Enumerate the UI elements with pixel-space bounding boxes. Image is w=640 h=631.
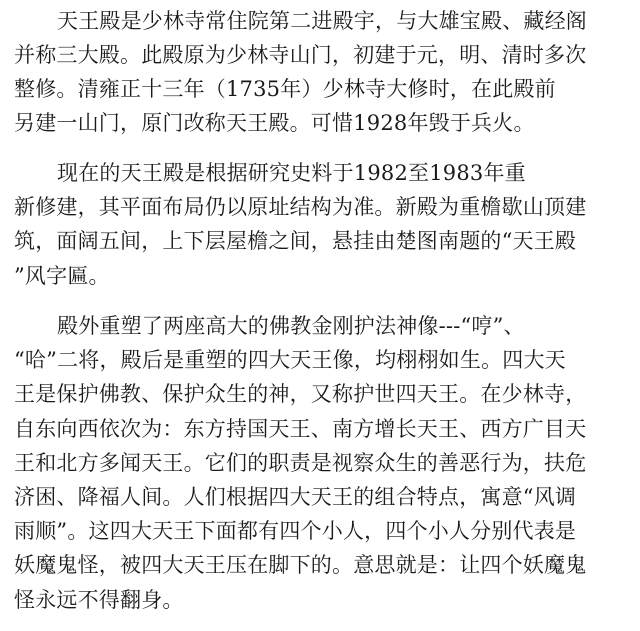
paragraph-3-line-9: 怪永远不得翻身。 [14, 588, 184, 612]
paragraph-3-line-4: 自东向西依次为：东方持国天王、南方增长天王、西方广目天 [14, 417, 587, 441]
paragraph-1-line-2: 并称三大殿。此殿原为少林寺山门，初建于元，明、清时多次 [14, 43, 587, 67]
paragraph-2-line-4: ”风字匾。 [14, 264, 110, 288]
paragraph-3-line-6: 济困、降福人间。人们根据四大天王的组合特点，寓意“风调 [14, 485, 577, 509]
paragraph-3-line-5: 王和北方多闻天王。它们的职责是视察众生的善恶行为，扶危 [14, 451, 587, 475]
paragraph-1-line-4: 另建一山门，原门改称天王殿。可惜1928年毁于兵火。 [14, 111, 535, 135]
paragraph-2-line-2: 新修建，其平面布局仍以原址结构为准。新殿为重檐歇山顶建 [14, 195, 587, 219]
paragraph-3-line-2: “哈”二将，殿后是重塑的四大天王像，均栩栩如生。四大天 [14, 348, 566, 372]
paragraph-3-line-8: 妖魔鬼怪，被四大天王压在脚下的。意思就是：让四个妖魔鬼 [14, 553, 587, 577]
paragraph-1-line-1: 天王殿是少林寺常住院第二进殿宇，与大雄宝殿、藏经阁 [57, 9, 587, 33]
paragraph-3-line-3: 王是保护佛教、保护众生的神，又称护世四天王。在少林寺， [14, 382, 587, 406]
paragraph-2-line-3: 筑，面阔五间，上下层屋檐之间，悬挂由楚图南题的“天王殿 [14, 229, 577, 253]
paragraph-1-line-3: 整修。清雍正十三年（1735年）少林寺大修时，在此殿前 [14, 77, 556, 101]
paragraph-3-line-1: 殿外重塑了两座高大的佛教金刚护法神像---“哼”、 [57, 314, 525, 338]
paragraph-2-line-1: 现在的天王殿是根据研究史料于1982至1983年重 [57, 161, 526, 185]
paragraph-3-line-7: 雨顺”。这四大天王下面都有四个小人，四个小人分别代表是 [14, 519, 577, 543]
